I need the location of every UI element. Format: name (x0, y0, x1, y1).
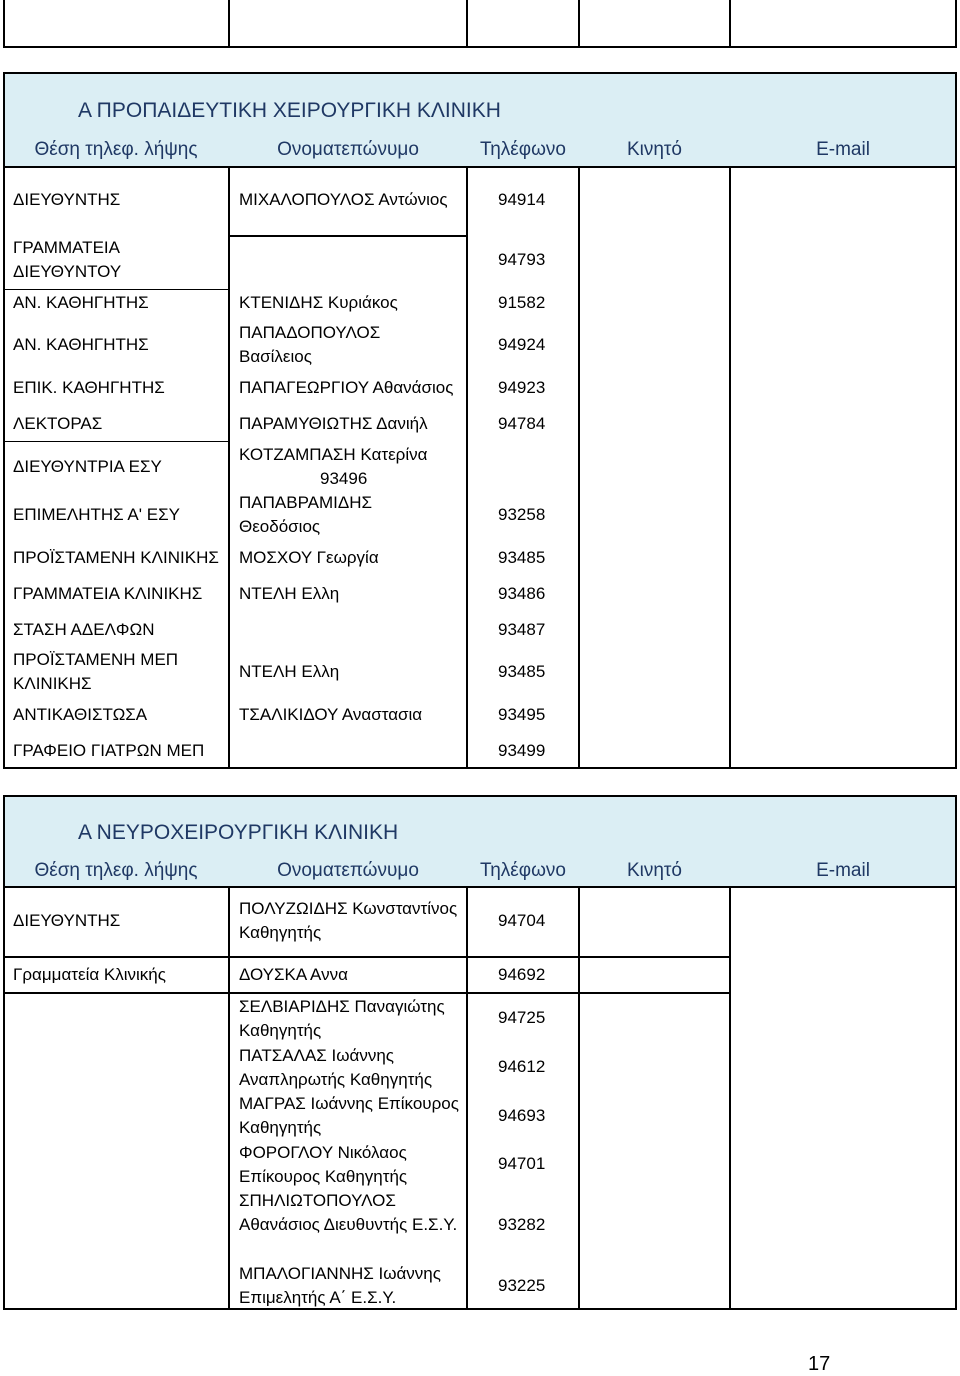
row-name: ΠΟΛΥΖΩΙΔΗΣ Κωνσταντίνος Καθηγητής (239, 899, 458, 942)
row-name: ΣΕΛΒΙΑΡΙΔΗΣ Παναγιώτης Καθηγητής (239, 997, 445, 1040)
row-position: ΔΙΕΥΘΥΝΤΗΣ (13, 190, 121, 209)
row-phone: 94923 (498, 378, 546, 397)
section2-title: Α ΝΕΥΡΟΧΕΙΡΟΥΡΓΙΚΗ ΚΛΙΝΙΚΗ (78, 821, 399, 844)
row-name: ΚΤΕΝΙΔΗΣ Κυριάκος (239, 293, 398, 312)
row-phone: 93495 (498, 705, 546, 724)
column-header-mobile: Κινητό (626, 860, 683, 881)
row-name: ΣΠΗΛΙΩΤΟΠΟΥΛΟΣ Αθανάσιος Διευθυντής Ε.Σ.Υ. (239, 1191, 458, 1234)
row-phone: 94693 (498, 1106, 546, 1125)
row-position: Γραμματεία Κλινικής (13, 965, 166, 984)
row-phone: 94784 (498, 414, 546, 433)
section1-title: Α ΠΡΟΠΑΙΔΕΥΤΙΚΗ ΧΕΙΡΟΥΡΓΙΚΗ ΚΛΙΝΙΚΗ (78, 99, 501, 122)
row-position: ΓΡΑΦΕΙΟ ΓΙΑΤΡΩΝ ΜΕΠ (13, 741, 205, 760)
row-name: ΠΑΠΑΓΕΩΡΓΙΟΥ Αθανάσιος (239, 378, 454, 397)
row-position: ΛΕΚΤΟΡΑΣ (13, 414, 103, 433)
row-position: ΑΝ. ΚΑΘΗΓΗΤΗΣ (13, 335, 149, 354)
row-position: ΓΡΑΜΜΑΤΕΙΑ ΔΙΕΥΘΥΝΤΟΥ (13, 238, 122, 281)
column-header-name: Ονοματεπώνυμο (277, 860, 419, 881)
row-name: ΠΑΡΑΜΥΘΙΩΤΗΣ Δανιήλ (239, 414, 428, 433)
row-position: ΠΡΟΪΣΤΑΜΕΝΗ ΚΛΙΝΙΚΗΣ (13, 548, 219, 567)
row-name: ΠΑΤΣΑΛΑΣ Ιωάννης Αναπληρωτής Καθηγητής (239, 1046, 433, 1089)
row-phone: 94692 (498, 965, 546, 984)
row-name: ΜΑΓΡΑΣ Ιωάννης Επίκουρος Καθηγητής (239, 1094, 459, 1137)
row-name: ΠΑΠΑΔΟΠΟΥΛΟΣ Βασίλειος (239, 323, 381, 366)
row-position: ΑΝ. ΚΑΘΗΓΗΤΗΣ (13, 293, 149, 312)
row-position: ΣΤΑΣΗ ΑΔΕΛΦΩΝ (13, 620, 155, 639)
row-phone: 94704 (498, 911, 546, 930)
row-name: ΚΟΤΖΑΜΠΑΣΗ Κατερίνα (239, 445, 428, 464)
row-position: ΓΡΑΜΜΑΤΕΙΑ ΚΛΙΝΙΚΗΣ (13, 584, 203, 603)
row-name: ΠΑΠΑΒΡΑΜΙΔΗΣ Θεοδόσιος (239, 493, 373, 536)
column-header-position: Θέση τηλεφ. λήψης (34, 139, 198, 160)
row-name: ΤΣΑΛΙΚΙΔΟΥ Αναστασια (239, 705, 423, 724)
row-phone: 91582 (498, 293, 546, 312)
row-phone: 93225 (498, 1276, 546, 1295)
row-name: ΜΠΑΛΟΓΙΑΝΝΗΣ Ιωάννης Επιμελητής Α΄ Ε.Σ.Υ. (239, 1264, 441, 1307)
column-header-position: Θέση τηλεφ. λήψης (34, 860, 198, 881)
column-header-mobile: Κινητό (626, 139, 683, 160)
row-phone: 94725 (498, 1008, 546, 1027)
row-phone: 93486 (498, 584, 546, 603)
row-phone: 94924 (498, 335, 546, 354)
row-name: ΝΤΕΛΗ Ελλη (239, 662, 340, 681)
row-position: ΔΙΕΥΘΥΝΤΗΣ (13, 911, 121, 930)
row-phone: 93485 (498, 662, 546, 681)
row-name: ΝΤΕΛΗ Ελλη (239, 584, 340, 603)
column-header-email: E-mail (816, 139, 870, 160)
row-position: ΕΠΙΚ. ΚΑΘΗΓΗΤΗΣ (13, 378, 165, 397)
row-phone: 94612 (498, 1057, 546, 1076)
row-name: ΜΙΧΑΛΟΠΟΥΛΟΣ Αντώνιος (239, 190, 448, 209)
column-header-email: E-mail (816, 860, 870, 881)
row-phone: 94914 (498, 190, 546, 209)
row-phone: 93487 (498, 620, 546, 639)
row-position: ΕΠΙΜΕΛΗΤΗΣ Α' ΕΣΥ (13, 505, 180, 524)
column-header-name: Ονοματεπώνυμο (277, 139, 419, 160)
row-position: ΠΡΟΪΣΤΑΜΕΝΗ ΜΕΠ ΚΛΙΝΙΚΗΣ (13, 650, 179, 693)
row-position: ΔΙΕΥΘΥΝΤΡΙΑ ΕΣΥ (13, 457, 162, 476)
row-name: ΜΟΣΧΟΥ Γεωργία (239, 548, 379, 567)
row-phone: 93485 (498, 548, 546, 567)
row-phone: 93258 (498, 505, 546, 524)
row-phone: 94793 (498, 250, 546, 269)
row-phone: 93282 (498, 1215, 546, 1234)
row-name: ΔΟΥΣΚΑ Αννα (239, 965, 348, 984)
page-number: 17 (808, 1353, 831, 1375)
row-name: ΦΟΡΟΓΛΟΥ Νικόλαος Επίκουρος Καθηγητής (239, 1143, 408, 1186)
column-header-phone: Τηλέφωνο (480, 139, 566, 160)
column-header-phone: Τηλέφωνο (480, 860, 566, 881)
row-phone: 93496 (320, 469, 368, 488)
row-position: ΑΝΤΙΚΑΘΙΣΤΩΣΑ (13, 705, 148, 724)
row-phone: 93499 (498, 741, 546, 760)
row-phone: 94701 (498, 1154, 546, 1173)
